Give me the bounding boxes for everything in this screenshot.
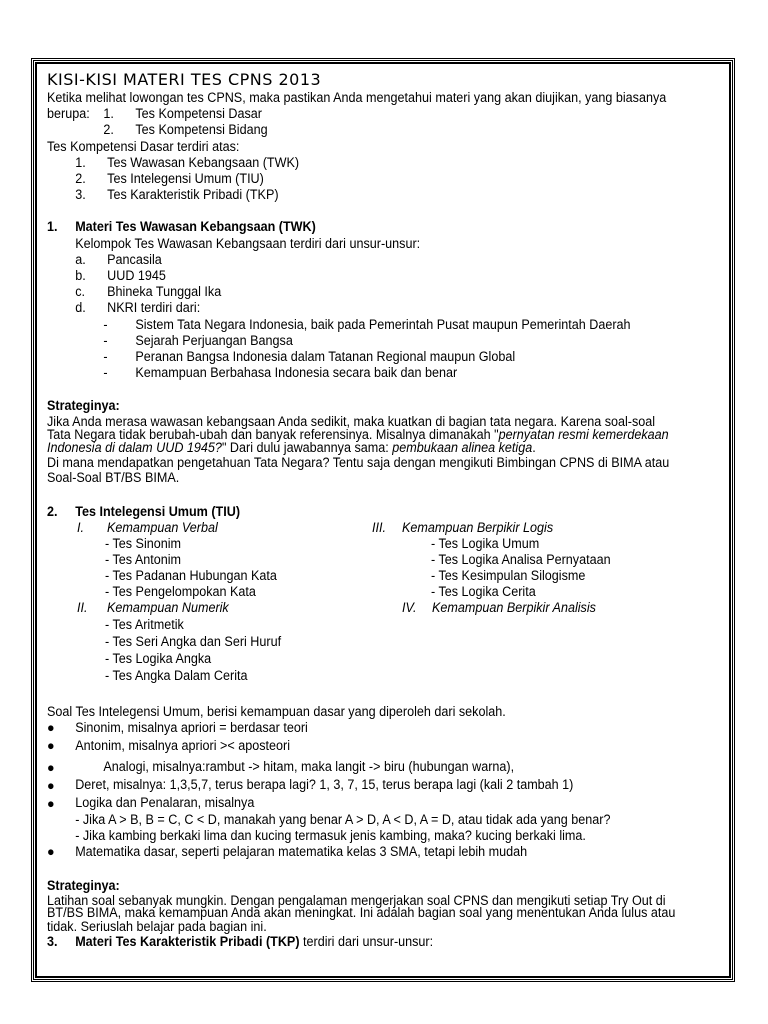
tiu-bullet-text-2: Antonim, misalnya apriori >< aposteori xyxy=(75,738,290,754)
group3-num: III. xyxy=(372,519,386,535)
section1-letter-d: d. xyxy=(75,300,86,316)
bullet-icon-3: ● xyxy=(47,760,55,776)
group2-item-3: - Tes Logika Angka xyxy=(105,650,212,666)
intro-num-1: 1. xyxy=(103,106,114,122)
group1-item-2: - Tes Antonim xyxy=(105,551,182,567)
section1-letter-b: b. xyxy=(75,268,86,284)
strategy-italic-2: Indonesia di dalam UUD 1945? xyxy=(47,439,222,455)
dash-4: - xyxy=(103,365,108,381)
tiu-bullet-1 xyxy=(47,720,681,738)
intro-line: Ketika melihat lowongan tes CPNS, maka pastikan Anda mengetahui materi yang akan diujikan, yang biasanya xyxy=(47,90,667,105)
tkd-num-3: 3. xyxy=(75,187,86,203)
tiu-bullet-text-1: Sinonim, misalnya apriori = berdasar teori xyxy=(75,720,308,736)
tkd-item-1 xyxy=(47,155,681,171)
group3-item-2: - Tes Logika Analisa Pernyataan xyxy=(431,551,611,567)
tkd-item-2 xyxy=(47,171,681,187)
section3-heading-row xyxy=(47,934,681,950)
section1-text-b: UUD 1945 xyxy=(107,268,166,284)
section1-item-d xyxy=(47,300,681,316)
group1-item-4: - Tes Pengelompokan Kata xyxy=(105,583,256,599)
tkd-heading: Tes Kompetensi Dasar terdiri atas: xyxy=(47,138,240,154)
tiu-bullet-5 xyxy=(47,794,681,812)
bullet-icon-5: ● xyxy=(47,796,55,812)
section1-item-a xyxy=(47,252,681,268)
group2-num: II. xyxy=(77,599,88,615)
tkd-num-2: 2. xyxy=(75,171,86,187)
tiu-bullet-text-5: Logika dan Penalaran, misalnya xyxy=(75,795,255,811)
section1-letter-c: c. xyxy=(75,284,85,300)
section1-strategy-label xyxy=(47,398,681,414)
group4-title: Kemampuan Berpikir Analisis xyxy=(432,599,596,615)
tiu-bullet-2 xyxy=(47,738,681,757)
tiu-groups xyxy=(47,520,721,682)
bullet-icon-6: ● xyxy=(47,844,55,860)
dash-1: - xyxy=(103,316,108,332)
strategy-italic-1: pernyatan resmi kemerdekaan xyxy=(498,426,669,442)
intro-prefix: berupa: xyxy=(47,106,90,122)
section3-num: 3. xyxy=(47,933,58,949)
tiu-bullet-6 xyxy=(47,844,681,861)
tiu-logic-sub-1: - Jika A > B, B = C, C < D, manakah yang benar A > D, A < D, A = D, atau tidak ada yang benar? xyxy=(75,812,611,828)
tkd-item-3 xyxy=(47,187,681,203)
tkd-text-1: Tes Wawasan Kebangsaan (TWK) xyxy=(107,154,300,170)
tiu-bullet-4 xyxy=(47,776,681,794)
intro-text-1: Tes Kompetensi Dasar xyxy=(135,106,262,122)
dash-3: - xyxy=(103,349,108,365)
section1-subtext-4: Kemampuan Berbahasa Indonesia secara baik dan benar xyxy=(135,365,458,381)
section3-suffix: terdiri dari unsur-unsur: xyxy=(299,933,434,949)
group2-item-1: - Tes Aritmetik xyxy=(105,616,184,632)
strategy-text-3: " Dari dulu jawabannya sama: xyxy=(221,439,393,455)
tiu-bullet-text-3: Analogi, misalnya:rambut -> hitam, maka langit -> biru (hubungan warna), xyxy=(103,759,515,775)
tkd-text-2: Tes Intelegensi Umum (TIU) xyxy=(107,171,264,187)
section1-strategy-line1: Jika Anda merasa wawasan kebangsaan Anda sedikit, maka kuatkan di bagian tata negara. Karena soal-soal xyxy=(47,413,656,429)
bullet-icon-1: ● xyxy=(47,720,55,736)
bullet-icon-4: ● xyxy=(47,778,55,794)
section2-heading: Tes Intelegensi Umum (TIU) xyxy=(75,503,241,519)
section1-subtext-1: Sistem Tata Negara Indonesia, baik pada Pemerintah Pusat maupun Pemerintah Daerah xyxy=(135,316,631,332)
tkd-num-1: 1. xyxy=(75,154,86,170)
section1-item-b xyxy=(47,268,681,284)
strategy-text-end: . xyxy=(532,439,536,455)
section2-heading-row xyxy=(47,504,681,520)
group3-title: Kemampuan Berpikir Logis xyxy=(402,519,554,535)
strategy-label-2: Strateginya: xyxy=(47,878,120,894)
group1-item-3: - Tes Padanan Hubungan Kata xyxy=(105,567,277,583)
bullet-icon-2: ● xyxy=(47,738,55,754)
tiu-bullet-text-4: Deret, misalnya: 1,3,5,7, terus berapa lagi? 1, 3, 7, 15, terus berapa lagi (kali 2 tambah 1) xyxy=(75,777,574,793)
section1-text-a: Pancasila xyxy=(107,251,162,267)
tiu-bullet-text-6: Matematika dasar, seperti pelajaran matematika kelas 3 SMA, tetapi lebih mudah xyxy=(75,844,528,860)
intro-text-2: Tes Kompetensi Bidang xyxy=(135,122,268,138)
group3-item-1: - Tes Logika Umum xyxy=(431,535,540,551)
section1-subtext-3: Peranan Bangsa Indonesia dalam Tatanan Regional maupun Global xyxy=(135,349,516,365)
document-page xyxy=(47,70,721,950)
tiu-logic-sub-2: - Jika kambing berkaki lima dan kucing termasuk jenis kambing, maka? kucing berkaki lima. xyxy=(75,828,586,844)
section1-subtext-2: Sejarah Perjuangan Bangsa xyxy=(135,332,293,348)
group2-item-2: - Tes Seri Angka dan Seri Huruf xyxy=(105,633,282,649)
section2-strategy-line1: Latihan soal sebanyak mungkin. Dengan pengalaman mengerjakan soal CPNS dan mengikuti setiap Try Out di xyxy=(47,892,666,908)
strategy-label-1: Strateginya: xyxy=(47,398,120,414)
section2-strategy-line3: tidak. Seriuslah belajar pada bagian ini. xyxy=(47,918,267,934)
dash-2: - xyxy=(103,332,108,348)
strategy-italic-3: pembukaan alinea ketiga xyxy=(392,439,533,455)
group1-title: Kemampuan Verbal xyxy=(107,519,218,535)
section1-text-c: Bhineka Tunggal Ika xyxy=(107,284,222,300)
intro-item-1 xyxy=(47,106,681,122)
group3-item-4: - Tes Logika Cerita xyxy=(431,583,536,599)
group2-item-4: - Tes Angka Dalam Cerita xyxy=(105,667,248,683)
tiu-bullet-3 xyxy=(47,757,681,776)
tiu-summary: Soal Tes Intelegensi Umum, berisi kemampuan dasar yang diperoleh dari sekolah. xyxy=(47,703,506,719)
section1-sub-4 xyxy=(47,365,681,381)
section2-num: 2. xyxy=(47,503,58,519)
section1-strategy-line4: Di mana mendapatkan pengetahuan Tata Negara? Tentu saja dengan mengikuti Bimbingan CPNS di BIMA atau xyxy=(47,454,670,470)
section1-sub-3 xyxy=(47,349,681,365)
group2-title: Kemampuan Numerik xyxy=(107,599,229,615)
group1-num: I. xyxy=(77,519,85,535)
section1-sub-1 xyxy=(47,317,681,333)
section1-intro: Kelompok Tes Wawasan Kebangsaan terdiri dari unsur-unsur: xyxy=(75,235,421,251)
group1-item-1: - Tes Sinonim xyxy=(105,535,182,551)
section1-item-c xyxy=(47,284,681,300)
group3-item-3: - Tes Kesimpulan Silogisme xyxy=(431,567,586,583)
section1-strategy-line3 xyxy=(47,441,681,454)
intro-num-2: 2. xyxy=(103,122,114,138)
section1-sub-2 xyxy=(47,333,681,349)
section1-num: 1. xyxy=(47,219,58,235)
strategy-text-2: Tata Negara tidak berubah-ubah dan banyak referensinya. Misalnya dimanakah " xyxy=(47,426,499,442)
intro-item-2 xyxy=(47,122,681,138)
section1-strategy-line5: Soal-Soal BT/BS BIMA. xyxy=(47,469,180,485)
document-title: KISI-KISI MATERI TES CPNS 2013 xyxy=(47,70,322,89)
section1-letter-a: a. xyxy=(75,251,86,267)
section1-heading: Materi Tes Wawasan Kebangsaan (TWK) xyxy=(75,219,316,235)
section2-strategy-line2: BT/BS BIMA, maka kemampuan Anda akan meningkat. Ini adalah bagian soal yang menentukan Anda lulus atau xyxy=(47,905,676,921)
section1-heading-row xyxy=(47,219,681,235)
group4-num: IV. xyxy=(402,599,417,615)
section3-heading: Materi Tes Karakteristik Pribadi (TKP) xyxy=(75,933,300,949)
tkd-text-3: Tes Karakteristik Pribadi (TKP) xyxy=(107,187,279,203)
section1-text-d: NKRI terdiri dari: xyxy=(107,300,201,316)
